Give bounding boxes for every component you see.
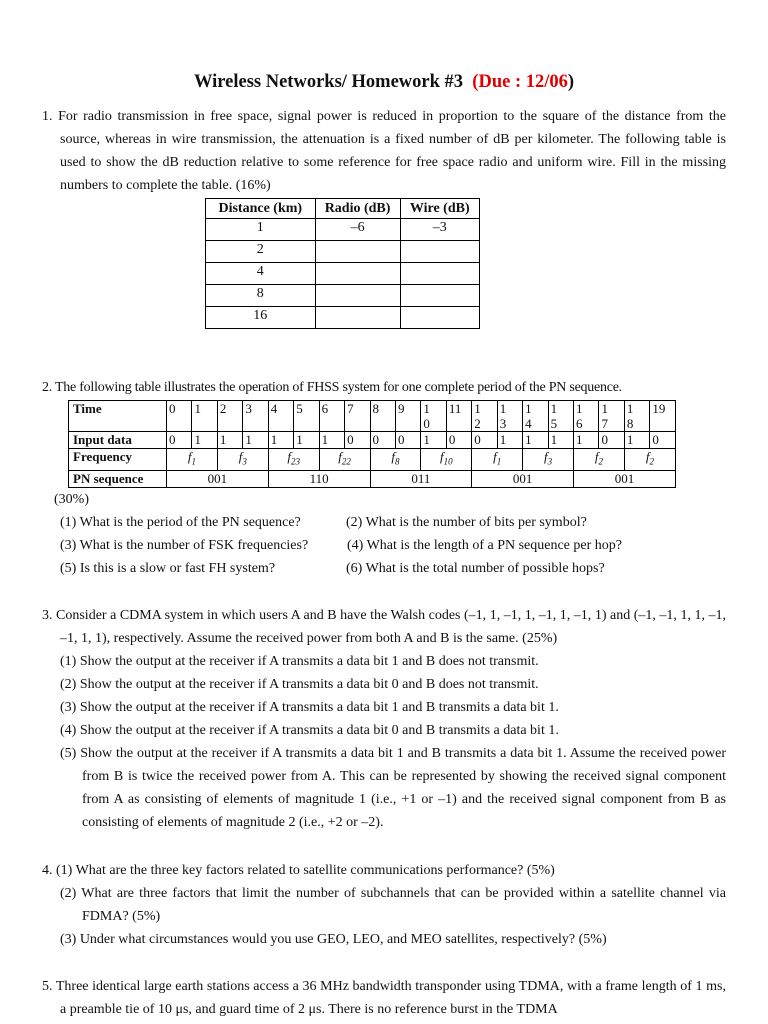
attenuation-table-row (206, 307, 480, 329)
frequency-value: $f_2$ (594, 449, 603, 467)
question-4 (42, 859, 726, 951)
radio-cell (315, 263, 400, 285)
due-close: ) (567, 72, 575, 92)
input-cell: 0 (370, 432, 395, 449)
time-cell: 11 (446, 401, 471, 432)
input-data-label: Input data (69, 432, 167, 449)
pn-sequence-row (69, 470, 676, 487)
question-4-item: 4. (1) What are the three key factors related to satellite communications performance? (5%) (42, 863, 555, 878)
frequency-cell (217, 449, 268, 471)
time-cell: 1 0 (421, 401, 446, 432)
frequency-value: $f_8$ (391, 449, 400, 467)
question-3-item: (4) Show the output at the receiver if A transmits a data bit 0 and B transmits a data bit 1. (60, 723, 559, 738)
input-cell: 1 (319, 432, 344, 449)
frequency-value: $f_{23}$ (287, 449, 300, 467)
page-title (0, 70, 768, 94)
radio-cell (315, 285, 400, 307)
time-row (69, 401, 676, 432)
frequency-value: $f_1$ (493, 449, 502, 467)
fhss-table (68, 400, 676, 488)
time-cell: 3 (243, 401, 268, 432)
time-cell: 1 5 (548, 401, 573, 432)
attenuation-table (205, 198, 480, 329)
distance-cell: 1 (206, 219, 316, 241)
time-cell: 0 (167, 401, 192, 432)
question-1 (42, 105, 726, 197)
input-cell: 1 (217, 432, 242, 449)
question-2-item: (5) Is this is a slow or fast FH system? (60, 561, 276, 576)
input-cell: 0 (345, 432, 370, 449)
input-cell: 1 (268, 432, 293, 449)
frequency-label: Frequency (69, 449, 167, 471)
time-cell: 1 4 (523, 401, 548, 432)
time-cell: 1 (192, 401, 217, 432)
radio-cell (315, 307, 400, 329)
question-2 (42, 376, 726, 399)
input-data-row (69, 432, 676, 449)
attenuation-table-row (206, 241, 480, 263)
time-cell: 2 (217, 401, 242, 432)
title-main: Wireless Networks/ Homework #3 (193, 72, 464, 92)
frequency-cell (624, 449, 675, 471)
input-cell: 0 (446, 432, 471, 449)
time-cell: 1 3 (497, 401, 522, 432)
frequency-cell (574, 449, 625, 471)
question-2-item: (6) What is the total number of possible hops? (346, 561, 605, 576)
frequency-cell (370, 449, 421, 471)
attenuation-table-row (206, 219, 480, 241)
pn-sequence-label: PN sequence (69, 470, 167, 487)
question-3-item: (1) Show the output at the receiver if A transmits a data bit 1 and B does not transmit. (60, 654, 539, 669)
question-2-item: (4) What is the length of a PN sequence per hop? (347, 538, 622, 553)
distance-cell: 16 (206, 307, 316, 329)
input-cell: 1 (192, 432, 217, 449)
frequency-cell (421, 449, 472, 471)
input-cell: 0 (472, 432, 497, 449)
time-cell: 9 (395, 401, 420, 432)
pn-cell: 011 (370, 470, 472, 487)
distance-cell: 4 (206, 263, 316, 285)
pn-cell: 001 (574, 470, 676, 487)
frequency-cell (472, 449, 523, 471)
question-2-text: 2. The following table illustrates the operation of FHSS system for one complete period of the PN sequence. (42, 380, 622, 395)
question-4-item: (2) What are three factors that limit the number of subchannels that can be provided within a satellite channel via FDMA? (5%) (60, 886, 726, 924)
attenuation-table-row (206, 285, 480, 307)
frequency-cell (319, 449, 370, 471)
time-cell: 19 (650, 401, 676, 432)
input-cell: 1 (523, 432, 548, 449)
time-cell: 1 7 (599, 401, 624, 432)
frequency-row (69, 449, 676, 471)
radio-cell (315, 241, 400, 263)
input-cell: 0 (167, 432, 192, 449)
time-cell: 8 (370, 401, 395, 432)
pn-cell: 001 (472, 470, 574, 487)
question-1-text: 1. For radio transmission in free space, signal power is reduced in proportion to the square of the distance from the source, whereas in wire transmission, the attenuation is a fixed number of dB per kilometer. The following table is used to show the dB reduction relative to some reference for free space radio and uniform wire. Fill in the missing numbers to complete the table. (16%) (42, 109, 726, 193)
header-distance: Distance (km) (206, 199, 316, 219)
frequency-value: $f_1$ (187, 449, 196, 467)
question-2-item: (3) What is the number of FSK frequencies? (60, 538, 309, 553)
time-label: Time (69, 401, 167, 432)
time-cell: 1 6 (574, 401, 599, 432)
question-2-items (42, 488, 726, 580)
attenuation-table-header (206, 199, 480, 219)
input-cell: 1 (548, 432, 573, 449)
input-cell: 1 (624, 432, 649, 449)
input-cell: 1 (243, 432, 268, 449)
frequency-cell (523, 449, 574, 471)
question-3 (42, 604, 726, 834)
question-2-row (42, 511, 726, 534)
question-4-item: (3) Under what circumstances would you use GEO, LEO, and MEO satellites, respectively? (5%) (60, 932, 607, 947)
time-cell: 4 (268, 401, 293, 432)
header-wire: Wire (dB) (400, 199, 479, 219)
wire-cell (400, 263, 479, 285)
radio-cell: –6 (315, 219, 400, 241)
question-2-row (42, 534, 726, 557)
question-2-item: (1) What is the period of the PN sequence? (60, 515, 301, 530)
question-5-text: 5. Three identical large earth stations access a 36 MHz bandwidth transponder using TDMA, with a frame length of 1 ms, a preamble tie of 10 μs, and guard time of 2 μs. There is no reference burst in the TDMA (42, 979, 726, 1017)
frequency-value: $f_3$ (544, 449, 553, 467)
question-5 (42, 975, 726, 1021)
frequency-cell (268, 449, 319, 471)
frequency-value: $f_3$ (238, 449, 247, 467)
question-3-item: (3) Show the output at the receiver if A transmits a data bit 1 and B transmits a data bit 1. (60, 700, 559, 715)
time-cell: 1 2 (472, 401, 497, 432)
time-cell: 6 (319, 401, 344, 432)
time-cell: 5 (294, 401, 319, 432)
question-2-row (42, 557, 726, 580)
question-2-weight: (30%) (54, 492, 89, 507)
question-3-text: 3. Consider a CDMA system in which users A and B have the Walsh codes (–1, 1, –1, 1, –1, 1, –1, 1) and (–1, –1, 1, 1, –1, –1, 1, 1), respectively. Assume the received power from both A and B is the same. (25%) (42, 608, 726, 646)
input-cell: 0 (395, 432, 420, 449)
attenuation-table-row (206, 263, 480, 285)
due-open: ( (472, 72, 479, 92)
wire-cell (400, 307, 479, 329)
input-cell: 0 (650, 432, 676, 449)
header-radio: Radio (dB) (315, 199, 400, 219)
wire-cell (400, 285, 479, 307)
pn-cell: 001 (167, 470, 269, 487)
input-cell: 1 (574, 432, 599, 449)
frequency-cell (167, 449, 218, 471)
wire-cell: –3 (400, 219, 479, 241)
time-cell: 1 8 (624, 401, 649, 432)
input-cell: 1 (294, 432, 319, 449)
due-date: Due : 12/06 (478, 72, 568, 92)
question-3-item: (5) Show the output at the receiver if A transmits a data bit 1 and B transmits a data bit 1. Assume the received power from B is twice the received power from A. This can be represented by showing the received signal component from A as consisting of elements of magnitude 1 (i.e., +1 or –1) and the received signal component from B as consisting of elements of magnitude 2 (i.e., +2 or –2). (60, 746, 726, 830)
frequency-value: $f_{10}$ (440, 449, 453, 467)
question-3-item: (2) Show the output at the receiver if A transmits a data bit 0 and B does not transmit. (60, 677, 539, 692)
question-2-item: (2) What is the number of bits per symbol? (346, 515, 587, 530)
wire-cell (400, 241, 479, 263)
input-cell: 1 (421, 432, 446, 449)
distance-cell: 8 (206, 285, 316, 307)
input-cell: 1 (497, 432, 522, 449)
pn-cell: 110 (268, 470, 370, 487)
distance-cell: 2 (206, 241, 316, 263)
frequency-value: $f_{22}$ (338, 449, 351, 467)
input-cell: 0 (599, 432, 624, 449)
time-cell: 7 (345, 401, 370, 432)
frequency-value: $f_2$ (645, 449, 654, 467)
